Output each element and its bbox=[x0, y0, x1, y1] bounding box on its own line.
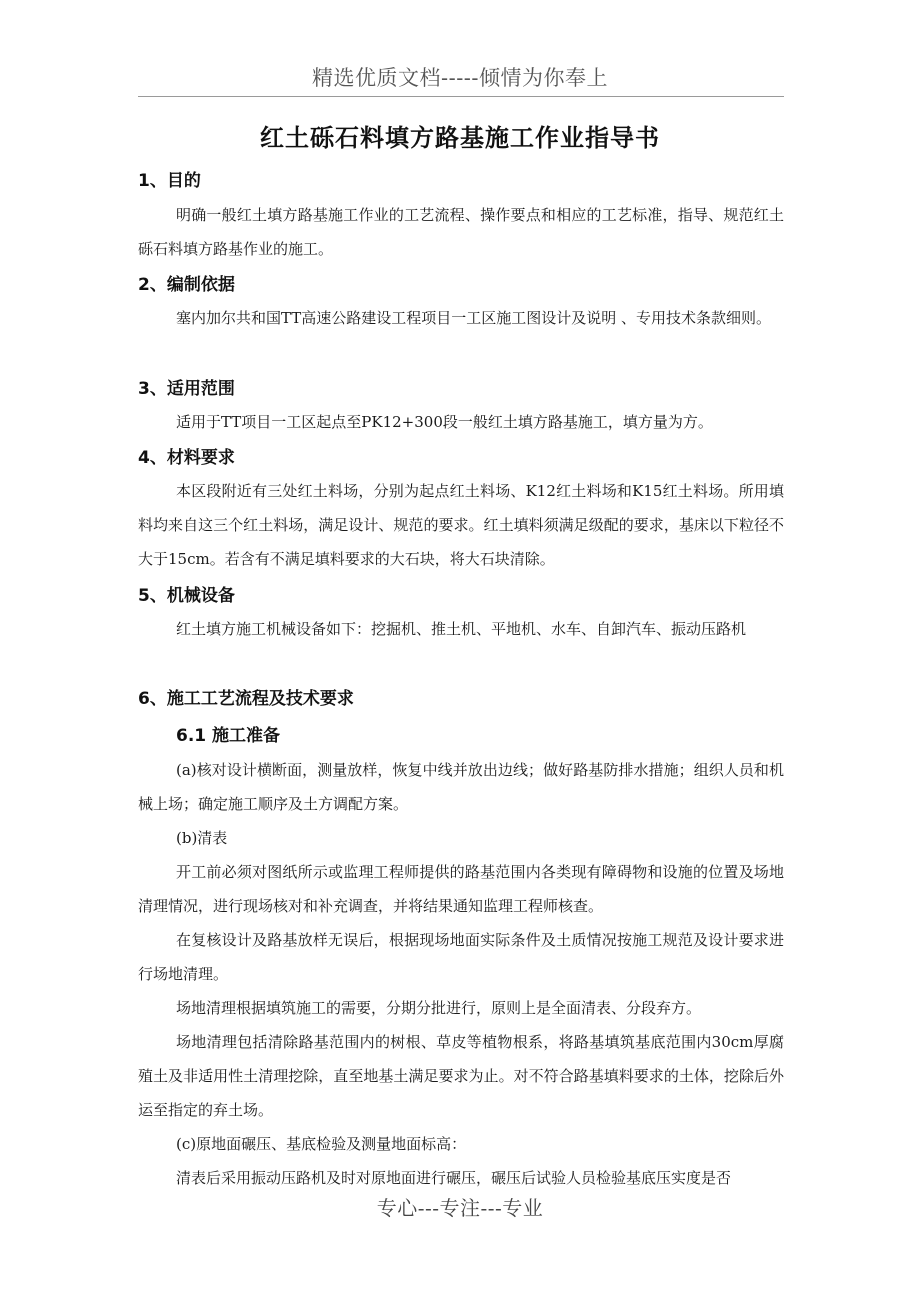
section-paragraph: 明确一般红土填方路基施工作业的工艺流程、操作要点和相应的工艺标准，指导、规范红土砾石料填方路基作业的施工。 bbox=[138, 206, 784, 258]
subsection-paragraph: 清表后采用振动压路机及时对原地面进行碾压，碾压后试验人员检验基底压实度是否 bbox=[176, 1169, 732, 1187]
header-divider bbox=[138, 96, 784, 97]
page-footer: 专心---专注---专业 bbox=[376, 1196, 544, 1220]
subsection-paragraph: (c)原地面碾压、基底检验及测量地面标高： bbox=[176, 1135, 467, 1153]
section-paragraph: 本区段附近有三处红土料场，分别为起点红土料场、K12红土料场和K15红土料场。所用填料均来自这三个红土料场，满足设计、规范的要求。红土填料须满足级配的要求，基床以下粒径不大于15cm。若含有不满足填料要求的大石块，将大石块清除。 bbox=[138, 482, 784, 568]
section-heading-process: 6、施工工艺流程及技术要求 bbox=[138, 689, 354, 709]
section-heading-scope: 3、适用范围 bbox=[138, 379, 235, 399]
section-paragraph: 红土填方施工机械设备如下：挖掘机、推土机、平地机、水车、自卸汽车、振动压路机 bbox=[176, 620, 747, 638]
section-heading-basis: 2、编制依据 bbox=[138, 275, 235, 295]
subsection-paragraph: (b)清表 bbox=[176, 829, 228, 847]
subsection-paragraph: 场地清理根据填筑施工的需要，分期分批进行，原则上是全面清表、分段弃方。 bbox=[176, 999, 702, 1017]
section-heading-materials: 4、材料要求 bbox=[138, 448, 235, 468]
subsection-heading-preparation: 6.1 施工准备 bbox=[176, 726, 281, 746]
section-paragraph: 塞内加尔共和国TT高速公路建设工程项目一工区施工图设计及说明 、专用技术条款细则。 bbox=[176, 309, 772, 327]
subsection-paragraph: 在复核设计及路基放样无误后，根据现场地面实际条件及土质情况按施工规范及设计要求进行场地清理。 bbox=[138, 931, 784, 983]
subsection-paragraph: 场地清理包括清除路基范围内的树根、草皮等植物根系，将路基填筑基底范围内30cm厚腐殖土及非适用性土清理挖除，直至地基土满足要求为止。对不符合路基填料要求的土体，挖除后外运至指定的弃土场。 bbox=[138, 1033, 784, 1119]
section-heading-purpose: 1、目的 bbox=[138, 171, 201, 191]
subsection-paragraph: (a)核对设计横断面，测量放样，恢复中线并放出边线；做好路基防排水措施；组织人员和机械上场；确定施工顺序及土方调配方案。 bbox=[138, 761, 784, 813]
subsection-paragraph: 开工前必须对图纸所示或监理工程师提供的路基范围内各类现有障碍物和设施的位置及场地清理情况，进行现场核对和补充调查，并将结果通知监理工程师核查。 bbox=[138, 863, 784, 915]
document-title: 红土砾石料填方路基施工作业指导书 bbox=[260, 124, 660, 152]
section-paragraph: 适用于TT项目一工区起点至PK12+300段一般红土填方路基施工，填方量为方。 bbox=[176, 413, 713, 431]
page-header: 精选优质文档-----倾情为你奉上 bbox=[312, 66, 608, 90]
section-heading-equipment: 5、机械设备 bbox=[138, 586, 235, 606]
